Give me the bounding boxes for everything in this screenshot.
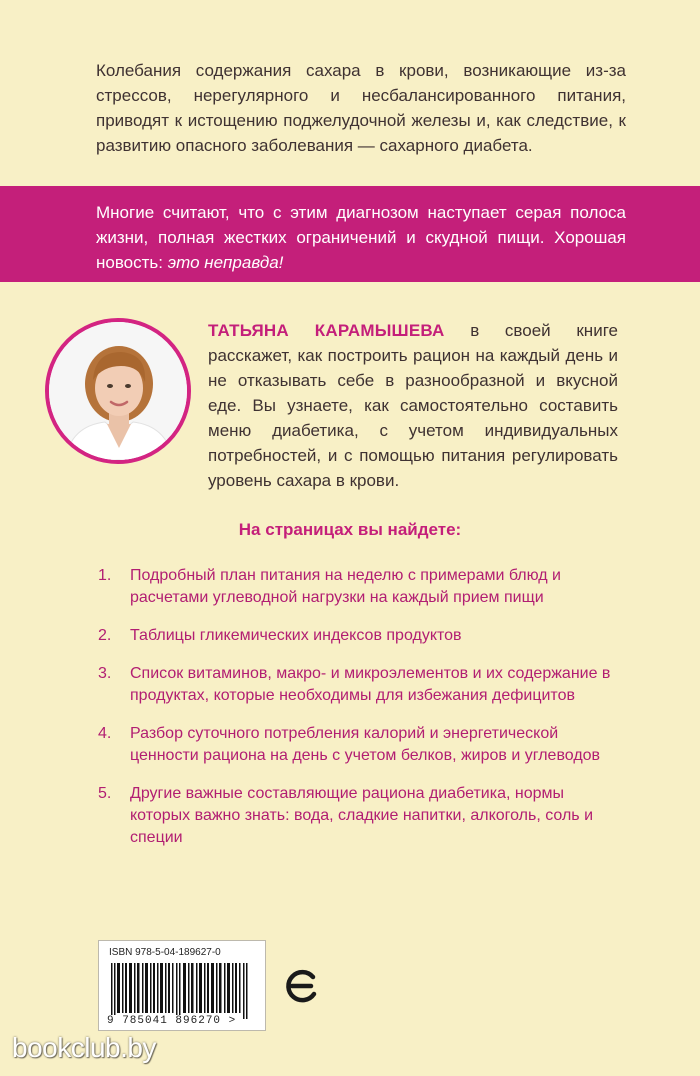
list-item-text: Список витаминов, макро- и микроэлементов и их содержание в продуктах, которые необходимы для избежания дефицитов — [130, 665, 611, 704]
list-item-number: 2. — [98, 627, 112, 644]
isbn-barcode — [98, 940, 266, 1031]
banner-text-italic: это неправда! — [167, 253, 284, 272]
list-item — [98, 663, 628, 707]
author-description — [208, 318, 618, 493]
list-item-number: 3. — [98, 665, 112, 682]
list-item — [98, 625, 628, 647]
list-item — [98, 783, 628, 849]
author-photo-icon — [49, 322, 187, 460]
list-item-text: Таблицы гликемических индексов продуктов — [130, 627, 462, 644]
author-portrait — [45, 318, 191, 464]
feature-list — [98, 565, 628, 865]
author-description-text: в своей книге расскажет, как построить рацион на каждый день и не отказывать себе в разнообразной и вкусной еде. Вы узнаете, как самостоятельно составить меню диабетика, с учетом индивидуальных потребностей, и с помощью питания регулировать уровень сахара в крови. — [208, 321, 618, 490]
banner-text — [96, 200, 626, 275]
barcode-digits: 9 785041 896270 > — [107, 1015, 237, 1027]
intro-paragraph: Колебания содержания сахара в крови, возникающие из-за стрессов, нерегулярного и несбалансированного питания, приводят к истощению поджелудочной железы и, как следствие, к развитию опасного заболевания — сахарного диабета. — [96, 61, 626, 155]
list-item-text: Другие важные составляющие рациона диабетика, нормы которых важно знать: вода, сладкие напитки, алкоголь, соль и специи — [130, 785, 594, 846]
banner-text-main: Многие считают, что с этим диагнозом наступает серая полоса жизни, полная жестких ограничений и скудной пищи. Хорошая новость: — [96, 203, 626, 272]
list-item-number: 4. — [98, 725, 112, 742]
watermark: bookclub.by — [12, 1032, 156, 1063]
highlight-banner — [0, 186, 700, 282]
author-name: ТАТЬЯНА КАРАМЫШЕВА — [208, 321, 445, 340]
barcode-icon — [109, 963, 257, 1021]
list-item-text: Подробный план питания на неделю с примерами блюд и расчетами углеводной нагрузки на каждый прием пищи — [130, 567, 561, 606]
list-item-text: Разбор суточного потребления калорий и энергетической ценности рациона на день с учетом белков, жиров и углеводов — [130, 725, 601, 764]
section-heading: На страницах вы найдете: — [238, 520, 462, 539]
isbn-label: ISBN 978-5-04-189627-0 — [109, 947, 221, 958]
list-item-number: 5. — [98, 785, 112, 802]
list-item-number: 1. — [98, 567, 112, 584]
list-item — [98, 723, 628, 767]
eksmo-logo-icon — [284, 968, 320, 1004]
list-item — [98, 565, 628, 609]
